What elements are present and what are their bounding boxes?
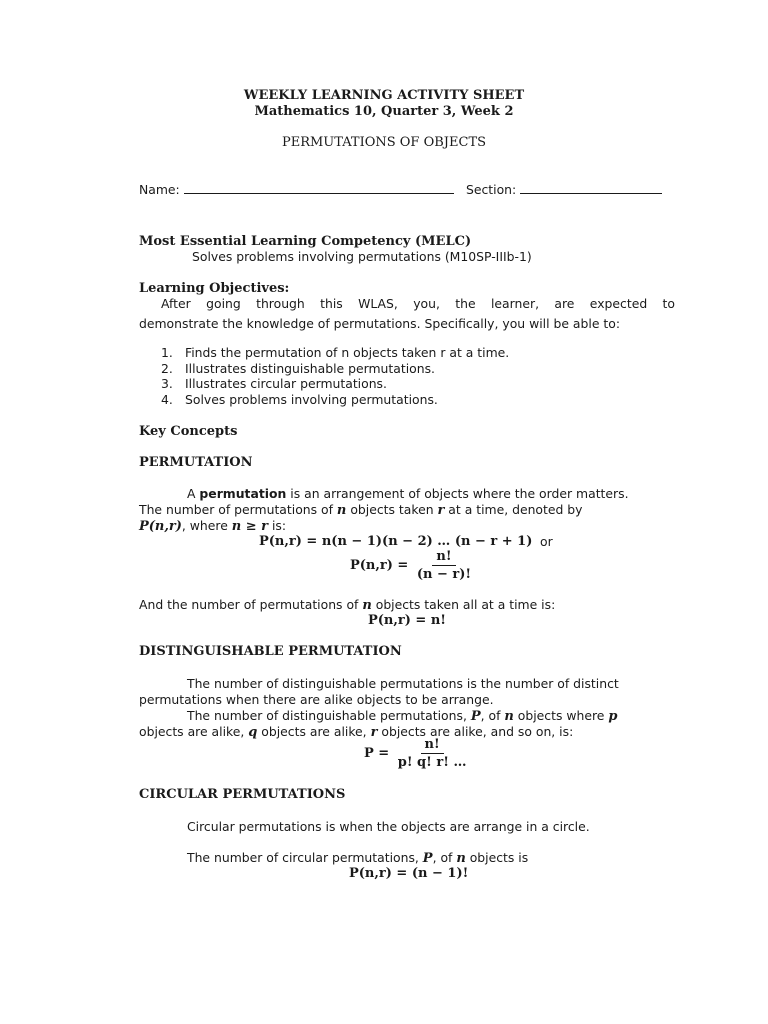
list-item: 2. Illustrates distinguishable permutations. — [161, 360, 435, 376]
circular-formula: P(n,r) = (n − 1)! — [349, 866, 469, 881]
name-blank — [184, 182, 454, 194]
circular-heading: CIRCULAR PERMUTATIONS — [139, 787, 346, 802]
name-field — [139, 182, 454, 197]
permutation-heading: PERMUTATION — [139, 455, 253, 470]
section-blank — [520, 182, 662, 194]
circular-definition: Circular permutations is when the objects are arrange in a circle. — [187, 819, 590, 834]
topic-title: PERMUTATIONS OF OBJECTS — [281, 135, 487, 150]
objectives-list — [161, 345, 509, 407]
key-concepts-heading: Key Concepts — [139, 424, 238, 439]
permutation-all-line: And the number of permutations of n objects taken all at a time is: — [139, 597, 556, 613]
permutation-condition-line: P(n,r), where n ≥ r is: — [139, 518, 287, 534]
permutation-formula-product: P(n,r) = n(n − 1)(n − 2) … (n − r + 1) — [259, 534, 533, 549]
sheet-subtitle: Mathematics 10, Quarter 3, Week 2 — [254, 104, 514, 119]
objectives-heading: Learning Objectives: — [139, 281, 290, 296]
or-label: or — [540, 534, 553, 549]
permutation-formula-all: P(n,r) = n! — [368, 613, 447, 628]
list-item: 4. Solves problems involving permutations. — [161, 391, 438, 407]
distinguishable-line3: The number of distinguishable permutations, P, of n objects where p — [187, 708, 618, 724]
melc-text: Solves problems involving permutations (M10SP-IIIb-1) — [192, 249, 532, 264]
distinguishable-line1: The number of distinguishable permutations is the number of distinct — [187, 676, 619, 691]
permutation-definition: A permutation is an arrangement of objects where the order matters. — [187, 486, 629, 501]
sheet-title: WEEKLY LEARNING ACTIVITY SHEET — [243, 88, 525, 103]
permutation-formula-factorial: P(n,r) = $\frac{n!}{(n - r)!}$ — [350, 549, 472, 582]
list-item: 3. Illustrates circular permutations. — [161, 376, 387, 391]
distinguishable-line2: permutations when there are alike objects to be arrange. — [139, 692, 494, 707]
distinguishable-formula: P = $\frac{n!}{p! q! r! \dots}$ — [364, 737, 467, 770]
name-label: Name: — [139, 182, 180, 197]
permutation-count-line: The number of permutations of n objects taken r at a time, denoted by — [139, 502, 583, 518]
circular-count-line: The number of circular permutations, P, of n objects is — [187, 850, 529, 866]
list-item: 1. Finds the permutation of n objects taken r at a time. — [161, 345, 510, 360]
distinguishable-heading: DISTINGUISHABLE PERMUTATION — [139, 644, 402, 659]
melc-heading: Most Essential Learning Competency (MELC) — [139, 234, 472, 249]
distinguishable-line4: objects are alike, q objects are alike, r objects are alike, and so on, is: — [139, 724, 574, 740]
section-label: Section: — [466, 182, 517, 197]
objectives-intro-line2: demonstrate the knowledge of permutations. Specifically, you will be able to: — [139, 316, 620, 331]
objectives-intro-line1: After going through this WLAS, you, the learner, are expected to — [161, 296, 675, 311]
section-field — [466, 182, 662, 197]
